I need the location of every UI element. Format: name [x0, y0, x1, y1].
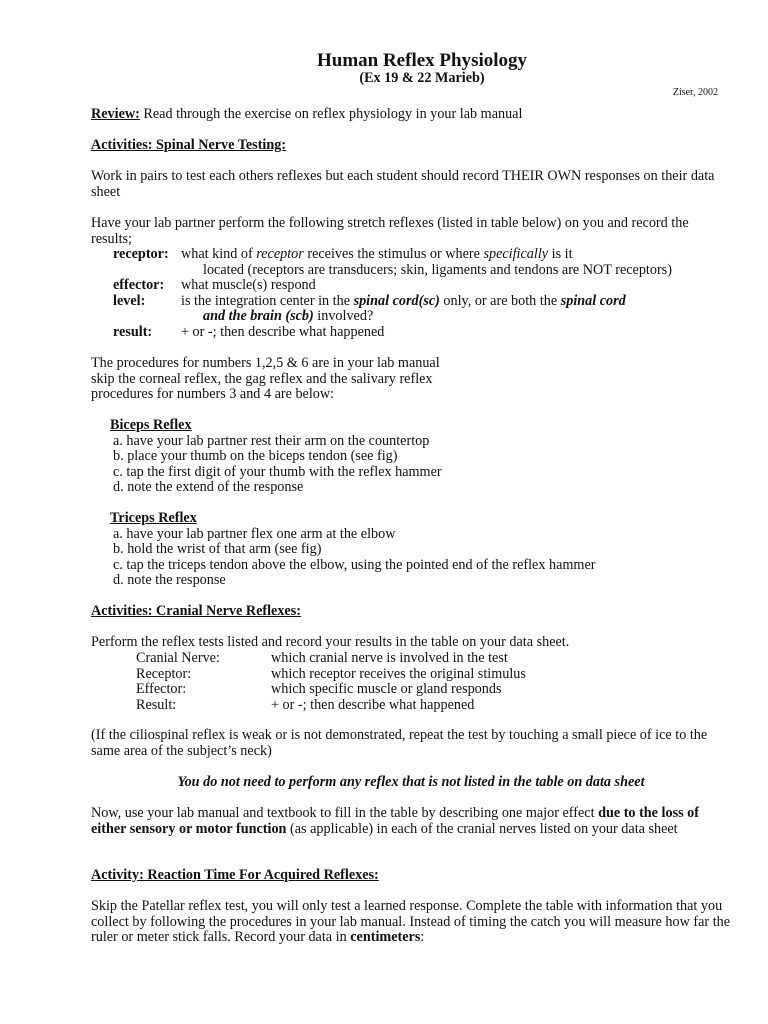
cranial-row-term: Receptor:: [136, 665, 192, 682]
procedures-line: The procedures for numbers 1,2,5 & 6 are in your lab manual: [91, 355, 440, 371]
receptor-desc-a: what kind of: [181, 246, 257, 262]
biceps-heading: Biceps Reflex: [110, 417, 192, 433]
procedures-note: [91, 356, 731, 403]
cranial-row: [91, 667, 731, 683]
effector-term: effector:: [113, 277, 165, 294]
reaction-text: [91, 899, 731, 946]
cranial-row: [91, 698, 731, 714]
cranial-definitions: [91, 651, 731, 713]
result-desc: + or -; then describe what happened: [181, 323, 385, 340]
cranial-row-term: Cranial Nerve:: [136, 650, 220, 666]
definition-list: [91, 247, 731, 341]
page-subtitle: (Ex 19 & 22 Marieb): [359, 70, 485, 86]
cranial-row-term: Result:: [136, 696, 177, 713]
effector-desc: what muscle(s) respond: [181, 277, 316, 294]
triceps-step: d. note the response: [113, 572, 226, 589]
result-term: result:: [113, 323, 153, 340]
definition-level: [91, 294, 731, 310]
biceps-step: a. have your lab partner rest their arm on the countertop: [113, 432, 430, 449]
receptor-term: receptor:: [113, 246, 169, 262]
review-line: [91, 107, 731, 123]
fill-text-a: Now, use your lab manual and textbook to fill in the table by describing one major effect: [91, 805, 599, 821]
level-desc-a: is the integration center in the: [181, 292, 354, 309]
procedures-line: skip the corneal reflex, the gag reflex and the salivary reflex: [91, 370, 433, 387]
level-desc-f: involved?: [313, 308, 374, 325]
page-title: Human Reflex Physiology: [316, 50, 528, 71]
review-text: Read through the exercise on reflex physiology in your lab manual: [139, 106, 523, 122]
emphasis-note: You do not need to perform any reflex that is not listed in the table on data sheet: [177, 774, 645, 790]
cranial-row-term: Effector:: [136, 681, 187, 698]
biceps-step: d. note the extend of the response: [113, 479, 304, 496]
receptor-desc-d: specifically: [483, 246, 549, 262]
cranial-row: [91, 682, 731, 698]
cranial-row-desc: which specific muscle or gland responds: [271, 681, 502, 698]
ciliospinal-note: (If the ciliospinal reflex is weak or is not demonstrated, repeat the test by touching a small piece of ice to the same area of the subject’s neck): [91, 727, 708, 759]
triceps-step: c. tap the triceps tendon above the elbow, using the pointed end of the reflex hammer: [113, 556, 596, 573]
biceps-step: c. tap the first digit of your thumb with the reflex hammer: [113, 463, 442, 480]
review-label: Review:: [91, 106, 140, 122]
level-desc-e: and the brain (scb): [203, 308, 314, 325]
reaction-text-b: centimeters: [350, 929, 421, 946]
procedures-line: procedures for numbers 3 and 4 are below:: [91, 386, 335, 403]
fill-text-b: due to the loss of either sensory or motor function: [91, 805, 699, 837]
definition-effector: [91, 278, 731, 294]
level-desc-line2: [91, 309, 731, 325]
reaction-heading: Activity: Reaction Time For Acquired Reflexes:: [91, 867, 379, 883]
triceps-section: [91, 511, 731, 589]
fill-text-c: (as applicable) in each of the cranial nerves listed on your data sheet: [286, 820, 678, 837]
cranial-intro: Perform the reflex tests listed and record your results in the table on your data sheet.: [91, 634, 570, 650]
cranial-row-desc: which cranial nerve is involved in the test: [271, 650, 508, 666]
receptor-desc-c: receives the stimulus or where: [303, 246, 484, 262]
reaction-text-a: Skip the Patellar reflex test, you will only test a learned response. Complete the table with information that you collect by following the procedures in your lab manual. Instead of timing the catch you will measure how far the ruler or meter stick falls. Record your data in: [91, 898, 731, 946]
level-term: level:: [113, 292, 146, 309]
cranial-heading: Activities: Cranial Nerve Reflexes:: [91, 603, 301, 619]
biceps-step: b. place your thumb on the biceps tendon (see fig): [113, 448, 398, 465]
definition-result: [91, 325, 731, 341]
cranial-row-desc: which receptor receives the original stimulus: [271, 665, 526, 682]
triceps-heading: Triceps Reflex: [110, 510, 197, 526]
receptor-desc-e: is it: [548, 246, 573, 262]
level-desc-c: only, or are both the: [439, 292, 561, 309]
level-desc-d: spinal cord: [560, 292, 626, 309]
level-desc-b: spinal cord(sc): [353, 292, 440, 309]
cranial-fill-instructions: [91, 806, 731, 837]
biceps-section: [91, 418, 731, 496]
spinal-intro: Work in pairs to test each others reflexes but each student should record THEIR OWN responses on their data sheet: [91, 168, 715, 200]
triceps-step: a. have your lab partner flex one arm at the elbow: [113, 525, 396, 542]
definition-receptor: [91, 247, 731, 263]
author-credit: Ziser, 2002: [672, 87, 718, 98]
triceps-step: b. hold the wrist of that arm (see fig): [113, 541, 322, 558]
receptor-desc-b: receptor: [256, 246, 304, 262]
cranial-row-desc: + or -; then describe what happened: [271, 696, 475, 713]
level-desc: [181, 294, 731, 310]
receptor-desc: [181, 247, 731, 263]
reaction-text-c: :: [420, 929, 425, 946]
receptor-desc-line2: located (receptors are transducers; skin, ligaments and tendons are NOT receptors): [203, 261, 672, 278]
cranial-row: [91, 651, 731, 667]
spinal-instruction: Have your lab partner perform the following stretch reflexes (listed in table below) on you and record the results;: [91, 215, 689, 247]
spinal-heading: Activities: Spinal Nerve Testing:: [91, 137, 287, 153]
